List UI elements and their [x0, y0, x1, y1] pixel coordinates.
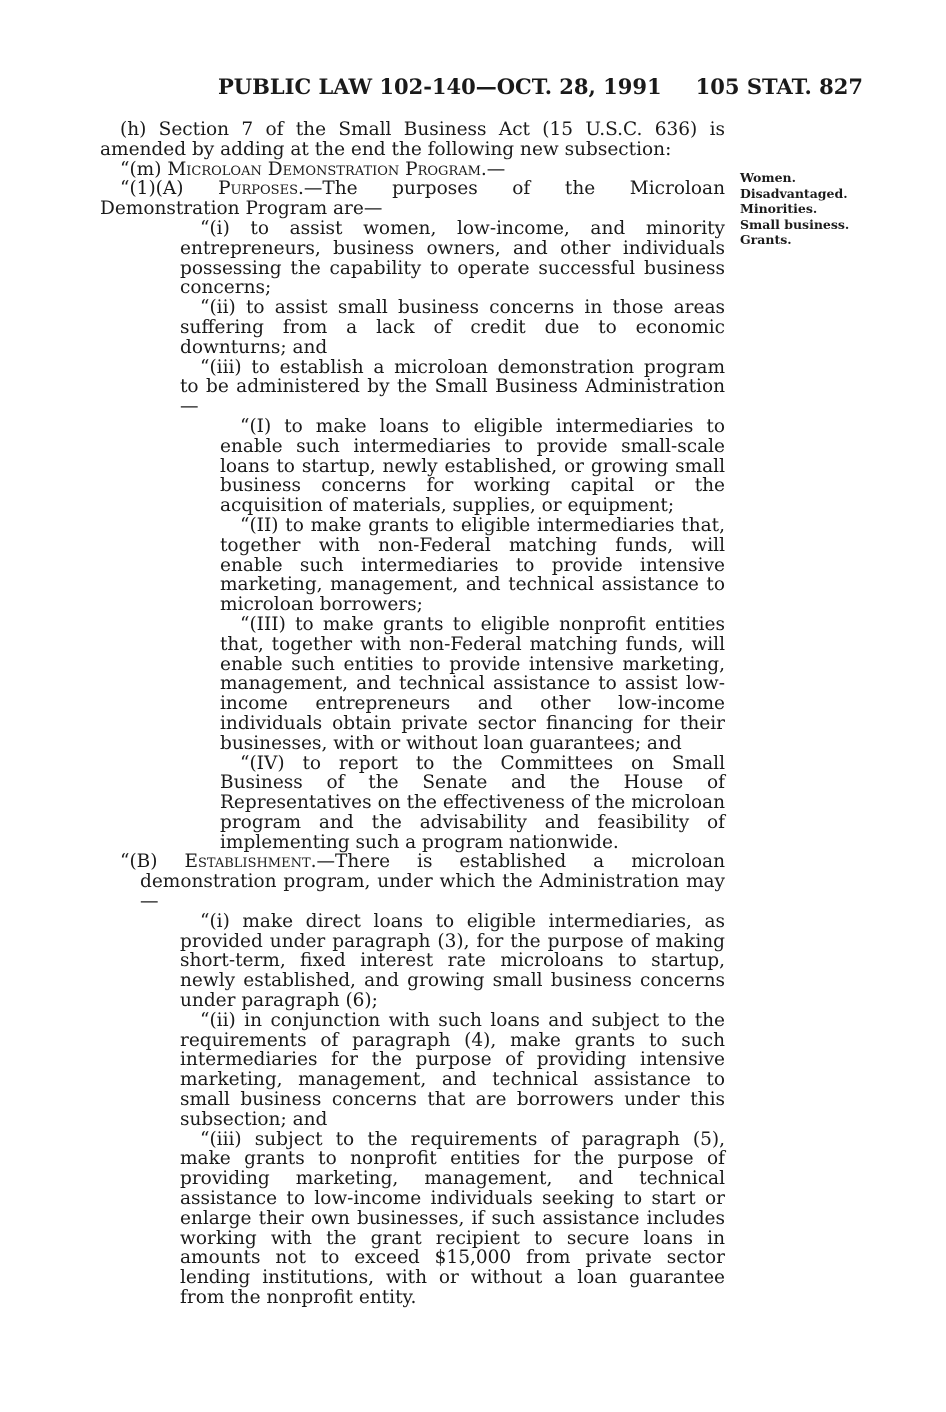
subsection-m-prefix: “(m)	[120, 158, 168, 180]
paragraph-1a	[60, 179, 725, 219]
clause-iii: “(iii) to establish a microloan demonstration program to be administered by the Small Business Administration—	[180, 356, 725, 418]
subclause-II: “(II) to make grants to eligible intermediaries that, together with non-Federal matching funds, will enable such intermediaries to provide intensive marketing, management, and technical assistance to microloan borrowers;	[220, 514, 725, 616]
paragraph-1a-heading: Purposes.	[218, 178, 304, 200]
public-law-citation: PUBLIC LAW 102-140—OCT. 28, 1991	[218, 74, 662, 99]
subsection-m-title: Microloan Demonstration Program.—	[167, 158, 506, 180]
paragraph-h: (h) Section 7 of the Small Business Act (15 U.S.C. 636) is amended by adding at the end the following new subsection:	[100, 119, 725, 160]
statute-body	[100, 120, 725, 1308]
paragraph-b	[100, 852, 725, 911]
paragraph-b-text: —There is established a microloan demonstration program, under which the Administration may—	[140, 851, 725, 913]
clause-ii: “(ii) to assist small business concerns in those areas suffering from a lack of credit due to economic downturns; and	[180, 297, 725, 358]
clause-b-ii: “(ii) in conjunction with such loans and subject to the requirements of paragraph (4), make grants to such intermediaries for the purpose of providing intensive marketing, management, and technical assistance to small business concerns that are borrowers under this subsection; and	[180, 1009, 725, 1130]
clause-b-i: “(i) make direct loans to eligible intermediaries, as provided under paragraph (3), for the purpose of making short-term, fixed interest rate microloans to startup, newly established, and growing small business concerns under paragraph (6);	[180, 910, 725, 1012]
running-header	[218, 72, 863, 102]
paragraph-1a-text: —The purposes of the Microloan Demonstration Program are—	[100, 178, 725, 220]
margin-note: Disadvantaged.	[740, 185, 848, 201]
paragraph-b-prefix: “(B)	[120, 851, 185, 873]
clause-b-iii: “(iii) subject to the requirements of paragraph (5), make grants to nonprofit entities for the purpose of providing marketing, management, and technical assistance to low-income individuals seeking to start or enlarge their own businesses, if such assistance includes working with the grant recipient to secure loans in amounts not to exceed $15,000 from private sector lending institutions, with or without a loan guarantee from the nonprofit entity.	[180, 1128, 725, 1309]
margin-note: Minorities.	[740, 201, 818, 216]
subclause-I: “(I) to make loans to eligible intermediaries to enable such intermediaries to provide small-scale loans to startup, newly established, or growing small business concerns for working capital or the acquisition of materials, supplies, or equipment;	[220, 415, 725, 517]
clause-i: “(i) to assist women, low-income, and minority entrepreneurs, business owners, and other individuals possessing the capability to operate successful business concerns;	[180, 217, 725, 299]
paragraph-b-heading: Establishment.	[184, 851, 317, 873]
paragraph-1a-prefix: “(1)(A)	[120, 178, 219, 200]
subclause-IV: “(IV) to report to the Committees on Small Business of the Senate and the House of Representatives on the effectiveness of the microloan program and the advisability and feasibility of implementing such a program nationwide.	[220, 752, 725, 853]
statute-page-number: 105 STAT. 827	[695, 74, 863, 99]
subclause-III: “(III) to make grants to eligible nonprofit entities that, together with non-Federal matching funds, will enable such entities to provide intensive marketing, management, and technical assistance to assist low-income entrepreneurs and other low-income individuals obtain private sector financing for their businesses, with or without loan guarantees; and	[220, 613, 725, 754]
margin-note: Women.	[740, 170, 796, 185]
margin-note: Grants.	[740, 232, 792, 247]
margin-note: Small business.	[740, 216, 850, 232]
margin-notes	[740, 170, 870, 248]
subsection-m-heading	[100, 160, 725, 180]
